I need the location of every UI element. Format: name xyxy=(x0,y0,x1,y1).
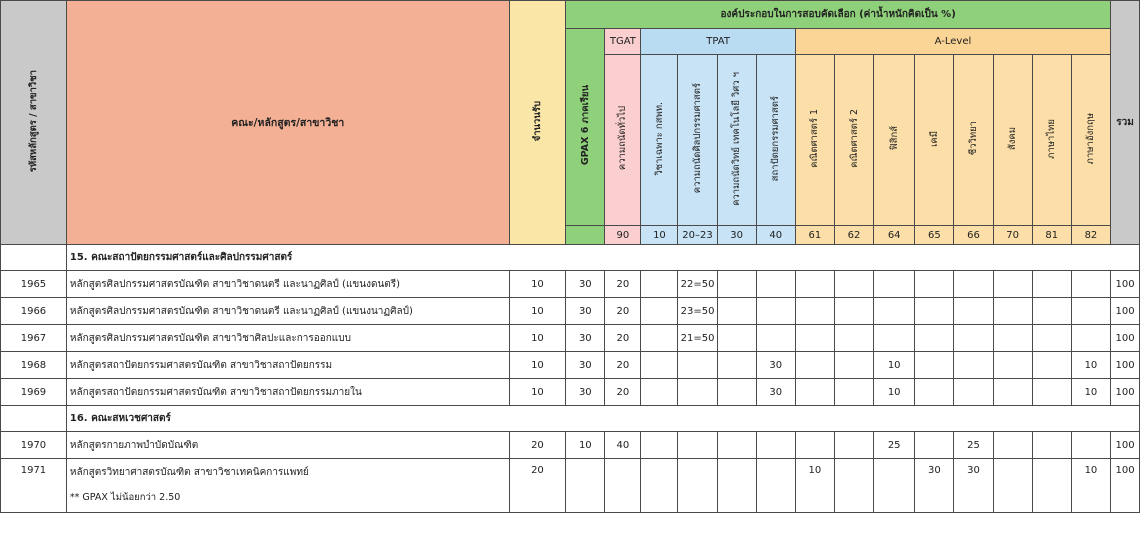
header-program xyxy=(66,1,509,245)
row-v61 xyxy=(795,432,834,459)
row-v81 xyxy=(1032,379,1071,406)
row-v61 xyxy=(795,352,834,379)
header-tpat xyxy=(641,29,795,55)
row-seats: 10 xyxy=(509,352,566,379)
row-note: ** GPAX ไม่น้อยกว่า 2.50 xyxy=(69,492,181,503)
row-v81 xyxy=(1032,325,1071,352)
row-v10 xyxy=(641,379,678,406)
section-row xyxy=(1,245,1140,271)
header-tgat-label: TGAT xyxy=(609,36,636,47)
row-seats: 10 xyxy=(509,379,566,406)
row-v64 xyxy=(874,298,915,325)
table-row xyxy=(1,352,1140,379)
subject-90 xyxy=(605,55,641,226)
subject-82 xyxy=(1071,55,1110,226)
row-v30 xyxy=(717,379,756,406)
section-title: 15. คณะสถาปัตยกรรมศาสตร์และศิลปกรรมศาสตร์ xyxy=(66,245,1139,271)
row-v65 xyxy=(915,271,954,298)
subject-code-62: 62 xyxy=(834,226,873,245)
row-v82 xyxy=(1071,325,1110,352)
row-code: 1970 xyxy=(1,432,67,459)
row-v62 xyxy=(834,459,873,513)
row-v81 xyxy=(1032,271,1071,298)
subject-20 xyxy=(678,55,717,226)
row-seats: 10 xyxy=(509,325,566,352)
row-seats: 20 xyxy=(509,432,566,459)
subject-code-64: 64 xyxy=(874,226,915,245)
row-name: หลักสูตรสถาปัตยกรรมศาสตรบัณฑิต สาขาวิชาสถาปัตยกรรมภายใน xyxy=(66,379,509,406)
subject-code-61: 61 xyxy=(795,226,834,245)
row-v20 xyxy=(678,379,717,406)
section-row xyxy=(1,406,1140,432)
row-v64 xyxy=(874,459,915,513)
row-code: 1965 xyxy=(1,271,67,298)
row-total: 100 xyxy=(1111,298,1140,325)
subject-66-label: ชีววิทยา xyxy=(967,121,979,156)
row-name: หลักสูตรกายภาพบำบัดบัณฑิต xyxy=(66,432,509,459)
row-v40 xyxy=(756,432,795,459)
row-v90: 40 xyxy=(605,432,641,459)
row-gpax xyxy=(566,459,605,513)
row-seats: 20 xyxy=(509,459,566,513)
row-total: 100 xyxy=(1111,325,1140,352)
row-v82 xyxy=(1071,432,1110,459)
row-v70 xyxy=(993,298,1032,325)
header-components xyxy=(566,1,1111,29)
row-v66 xyxy=(954,298,993,325)
row-v66 xyxy=(954,325,993,352)
table-row xyxy=(1,298,1140,325)
row-name-cell xyxy=(66,459,509,513)
row-v65: 30 xyxy=(915,459,954,513)
row-v40 xyxy=(756,325,795,352)
row-v70 xyxy=(993,432,1032,459)
header-alevel xyxy=(795,29,1110,55)
subject-66 xyxy=(954,55,993,226)
row-v10 xyxy=(641,271,678,298)
row-gpax: 30 xyxy=(566,352,605,379)
section-code-cell xyxy=(1,406,67,432)
subject-82-label: ภาษาอังกฤษ xyxy=(1085,112,1097,165)
row-code: 1969 xyxy=(1,379,67,406)
row-v62 xyxy=(834,325,873,352)
row-v82 xyxy=(1071,298,1110,325)
subject-30 xyxy=(717,55,756,226)
row-v20 xyxy=(678,459,717,513)
subject-81 xyxy=(1032,55,1071,226)
row-v20: 23=50 xyxy=(678,298,717,325)
row-seats: 10 xyxy=(509,298,566,325)
row-gpax: 30 xyxy=(566,271,605,298)
row-v66: 25 xyxy=(954,432,993,459)
row-total: 100 xyxy=(1111,271,1140,298)
row-v90: 20 xyxy=(605,352,641,379)
subject-64-label: ฟิสิกส์ xyxy=(888,126,900,151)
subject-code-81: 81 xyxy=(1032,226,1071,245)
row-v10 xyxy=(641,459,678,513)
row-v61 xyxy=(795,379,834,406)
subject-code-40: 40 xyxy=(756,226,795,245)
row-v66 xyxy=(954,379,993,406)
subject-code-90: 90 xyxy=(605,226,641,245)
row-v70 xyxy=(993,459,1032,513)
row-v40: 30 xyxy=(756,352,795,379)
header-seats xyxy=(509,1,566,245)
table-row xyxy=(1,271,1140,298)
row-v66: 30 xyxy=(954,459,993,513)
row-v70 xyxy=(993,325,1032,352)
row-v40: 30 xyxy=(756,379,795,406)
subject-70-label: สังคม xyxy=(1007,126,1019,151)
subject-30-label: ความถนัดวิทย์ เทคโนโลยี วิศว ฯ xyxy=(731,71,743,206)
row-name: หลักสูตรวิทยาศาสตรบัณฑิต สาขาวิชาเทคนิคการแพทย์ xyxy=(69,467,309,478)
row-v64: 25 xyxy=(874,432,915,459)
row-v90 xyxy=(605,459,641,513)
header-seats-label: จำนวนรับ xyxy=(531,100,543,142)
row-v65 xyxy=(915,325,954,352)
subject-code-30: 30 xyxy=(717,226,756,245)
row-v82: 10 xyxy=(1071,459,1110,513)
row-seats: 10 xyxy=(509,271,566,298)
header-total xyxy=(1111,1,1140,245)
subject-code-20: 20–23 xyxy=(678,226,717,245)
row-v20: 22=50 xyxy=(678,271,717,298)
row-v61 xyxy=(795,325,834,352)
section-title: 16. คณะสหเวชศาสตร์ xyxy=(66,406,1139,432)
subject-70 xyxy=(993,55,1032,226)
row-v62 xyxy=(834,271,873,298)
row-v30 xyxy=(717,298,756,325)
subject-10-label: วิชาเฉพาะ กสพท. xyxy=(653,101,665,176)
row-code: 1968 xyxy=(1,352,67,379)
row-total: 100 xyxy=(1111,432,1140,459)
subject-code-66: 66 xyxy=(954,226,993,245)
header-code xyxy=(1,1,67,245)
row-total: 100 xyxy=(1111,459,1140,513)
row-v90: 20 xyxy=(605,298,641,325)
subject-62-label: คณิตศาสตร์ 2 xyxy=(848,109,860,168)
subject-code-65: 65 xyxy=(915,226,954,245)
row-v30 xyxy=(717,325,756,352)
gpax-code-cell xyxy=(566,226,605,245)
table-row xyxy=(1,432,1140,459)
subject-65 xyxy=(915,55,954,226)
row-v81 xyxy=(1032,352,1071,379)
row-v90: 20 xyxy=(605,325,641,352)
row-v40 xyxy=(756,459,795,513)
row-v81 xyxy=(1032,459,1071,513)
row-v66 xyxy=(954,271,993,298)
subject-40-label: สถาปัตยกรรมศาสตร์ xyxy=(770,95,782,182)
row-v82: 10 xyxy=(1071,352,1110,379)
subject-81-label: ภาษาไทย xyxy=(1046,118,1058,159)
row-v61: 10 xyxy=(795,459,834,513)
row-v70 xyxy=(993,379,1032,406)
row-v81 xyxy=(1032,432,1071,459)
row-v20: 21=50 xyxy=(678,325,717,352)
row-v65 xyxy=(915,298,954,325)
row-v70 xyxy=(993,352,1032,379)
subject-62 xyxy=(834,55,873,226)
row-v70 xyxy=(993,271,1032,298)
row-v82: 10 xyxy=(1071,379,1110,406)
row-name: หลักสูตรศิลปกรรมศาสตรบัณฑิต สาขาวิชาดนตรี และนาฏศิลป์ (แขนงนาฏศิลป์) xyxy=(66,298,509,325)
header-alevel-label: A-Level xyxy=(934,36,972,47)
subject-code-70: 70 xyxy=(993,226,1032,245)
subject-code-10: 10 xyxy=(641,226,678,245)
row-v10 xyxy=(641,325,678,352)
row-gpax: 10 xyxy=(566,432,605,459)
subject-10 xyxy=(641,55,678,226)
row-v64: 10 xyxy=(874,379,915,406)
row-v64: 10 xyxy=(874,352,915,379)
row-v65 xyxy=(915,432,954,459)
row-v40 xyxy=(756,298,795,325)
row-code: 1971 xyxy=(1,459,67,513)
header-tgat xyxy=(605,29,641,55)
row-v82 xyxy=(1071,271,1110,298)
row-total: 100 xyxy=(1111,352,1140,379)
subject-61 xyxy=(795,55,834,226)
row-code: 1966 xyxy=(1,298,67,325)
row-name: หลักสูตรศิลปกรรมศาสตรบัณฑิต สาขาวิชาศิลปะและการออกแบบ xyxy=(66,325,509,352)
section-code-cell xyxy=(1,245,67,271)
subject-65-label: เคมี xyxy=(928,130,940,147)
row-v65 xyxy=(915,352,954,379)
row-v61 xyxy=(795,271,834,298)
header-code-label: รหัสหลักสูตร / สาขาวิชา xyxy=(27,69,39,173)
row-v10 xyxy=(641,432,678,459)
row-v62 xyxy=(834,298,873,325)
header-tpat-label: TPAT xyxy=(706,36,730,47)
row-v62 xyxy=(834,432,873,459)
row-v66 xyxy=(954,352,993,379)
row-v81 xyxy=(1032,298,1071,325)
row-v64 xyxy=(874,271,915,298)
header-program-label: คณะ/หลักสูตร/สาขาวิชา xyxy=(231,117,345,129)
row-name: หลักสูตรศิลปกรรมศาสตรบัณฑิต สาขาวิชาดนตรี และนาฏศิลป์ (แขนงดนตรี) xyxy=(66,271,509,298)
subject-61-label: คณิตศาสตร์ 1 xyxy=(809,109,821,168)
row-v64 xyxy=(874,325,915,352)
row-v90: 20 xyxy=(605,379,641,406)
row-gpax: 30 xyxy=(566,379,605,406)
row-gpax: 30 xyxy=(566,325,605,352)
subject-64 xyxy=(874,55,915,226)
row-v10 xyxy=(641,298,678,325)
subject-20-label: ความถนัดศิลปกรรมศาสตร์ xyxy=(692,83,704,194)
header-total-label: รวม xyxy=(1116,117,1134,128)
subject-40 xyxy=(756,55,795,226)
row-gpax: 30 xyxy=(566,298,605,325)
row-v62 xyxy=(834,352,873,379)
row-v10 xyxy=(641,352,678,379)
row-name: หลักสูตรสถาปัตยกรรมศาสตรบัณฑิต สาขาวิชาสถาปัตยกรรม xyxy=(66,352,509,379)
row-total: 100 xyxy=(1111,379,1140,406)
table-row xyxy=(1,379,1140,406)
row-v30 xyxy=(717,271,756,298)
row-v30 xyxy=(717,432,756,459)
row-v30 xyxy=(717,459,756,513)
row-v30 xyxy=(717,352,756,379)
row-v20 xyxy=(678,352,717,379)
row-code: 1967 xyxy=(1,325,67,352)
table-row xyxy=(1,325,1140,352)
row-v62 xyxy=(834,379,873,406)
row-v20 xyxy=(678,432,717,459)
subject-90-label: ความถนัดทั่วไป xyxy=(617,106,629,171)
table-row xyxy=(1,459,1140,513)
row-v61 xyxy=(795,298,834,325)
header-gpax-label: GPAX 6 ภาคเรียน xyxy=(579,85,591,166)
row-v40 xyxy=(756,271,795,298)
row-v90: 20 xyxy=(605,271,641,298)
subject-code-82: 82 xyxy=(1071,226,1110,245)
row-v65 xyxy=(915,379,954,406)
header-components-label: องค์ประกอบในการสอบคัดเลือก (ค่าน้ำหนักคิดเป็น %) xyxy=(720,9,956,20)
header-gpax xyxy=(566,29,605,226)
